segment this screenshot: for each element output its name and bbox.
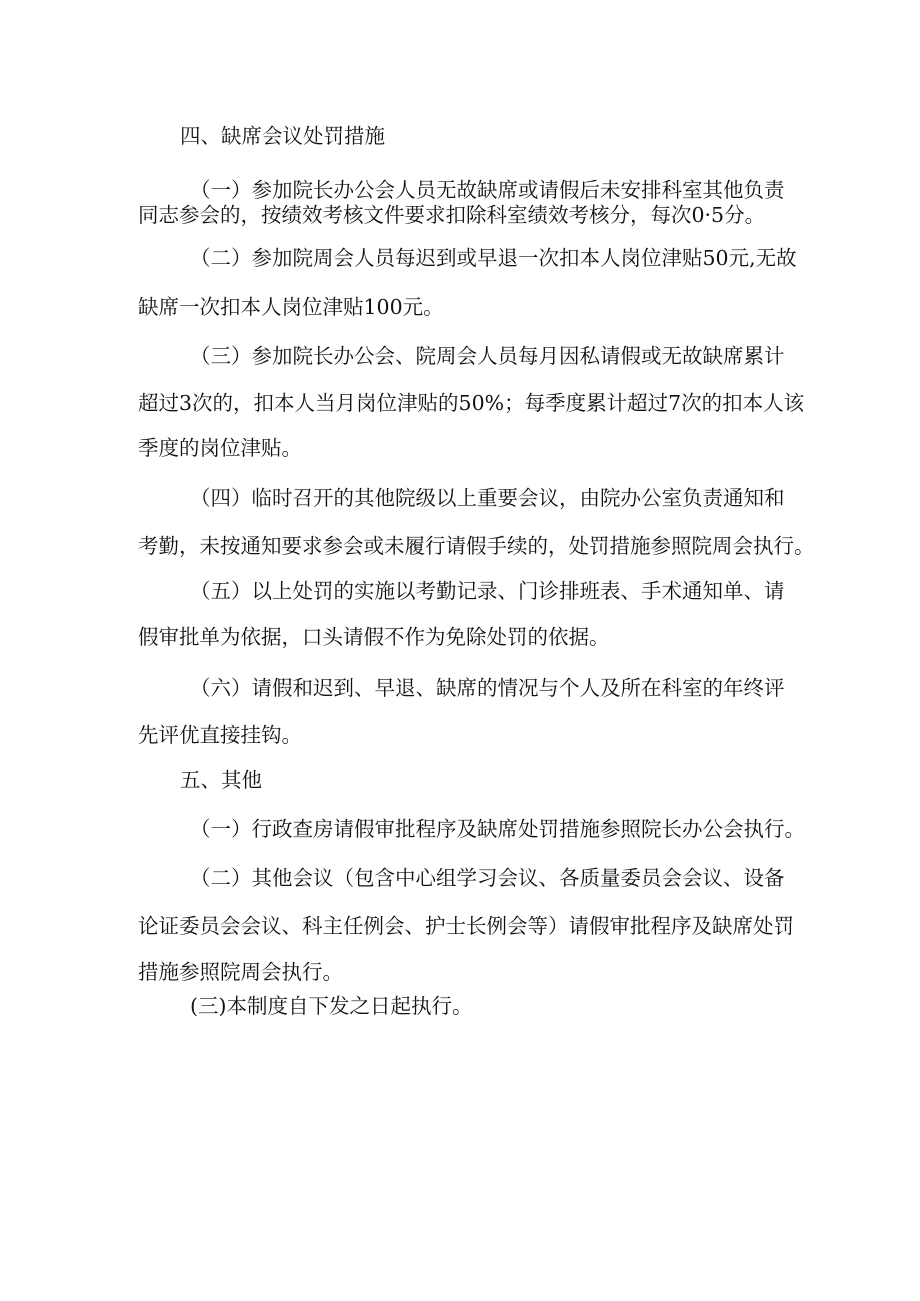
paragraph-line: 先评优直接挂钩。: [138, 723, 302, 747]
paragraph-line: （四）临时召开的其他院级以上重要会议，由院办公室负责通知和: [190, 486, 785, 510]
paragraph-line: （二）参加院周会人员每迟到或早退一次扣本人岗位津贴50元,无故: [190, 246, 797, 270]
paragraph-line: （一）参加院长办公会人员无故缺席或请假后未安排科室其他负责: [190, 178, 785, 202]
paragraph-line: 措施参照院周会执行。: [138, 960, 343, 984]
paragraph-line: 考勤，未按通知要求参会或未履行请假手续的，处罚措施参照院周会执行。: [138, 534, 815, 558]
section-heading: 五、其他: [180, 768, 262, 792]
paragraph-line: 论证委员会会议、科主任例会、护士长例会等）请假审批程序及缺席处罚: [138, 914, 794, 938]
paragraph-line: 缺席一次扣本人岗位津贴100元。: [138, 295, 444, 319]
paragraph-line: 假审批单为依据，口头请假不作为免除处罚的依据。: [138, 625, 610, 649]
paragraph-line: 同志参会的，按绩效考核文件要求扣除科室绩效考核分，每次0·5分。: [138, 203, 766, 227]
paragraph-line: （三）参加院长办公会、院周会人员每月因私请假或无故缺席累计: [190, 344, 785, 368]
paragraph-line: （六）请假和迟到、早退、缺席的情况与个人及所在科室的年终评: [190, 676, 785, 700]
paragraph-line: 超过3次的，扣本人当月岗位津贴的50%；每季度累计超过7次的扣本人该: [138, 391, 805, 415]
paragraph-line: 季度的岗位津贴。: [138, 436, 302, 460]
paragraph-line: （五）以上处罚的实施以考勤记录、门诊排班表、手术通知单、请: [190, 579, 785, 603]
paragraph-line: (三)本制度自下发之日起执行。: [190, 994, 473, 1018]
section-heading: 四、缺席会议处罚措施: [180, 124, 385, 148]
paragraph-line: （二）其他会议（包含中心组学习会议、各质量委员会会议、设备: [190, 866, 785, 890]
paragraph-line: （一）行政查房请假审批程序及缺席处罚措施参照院长办公会执行。: [190, 817, 805, 841]
